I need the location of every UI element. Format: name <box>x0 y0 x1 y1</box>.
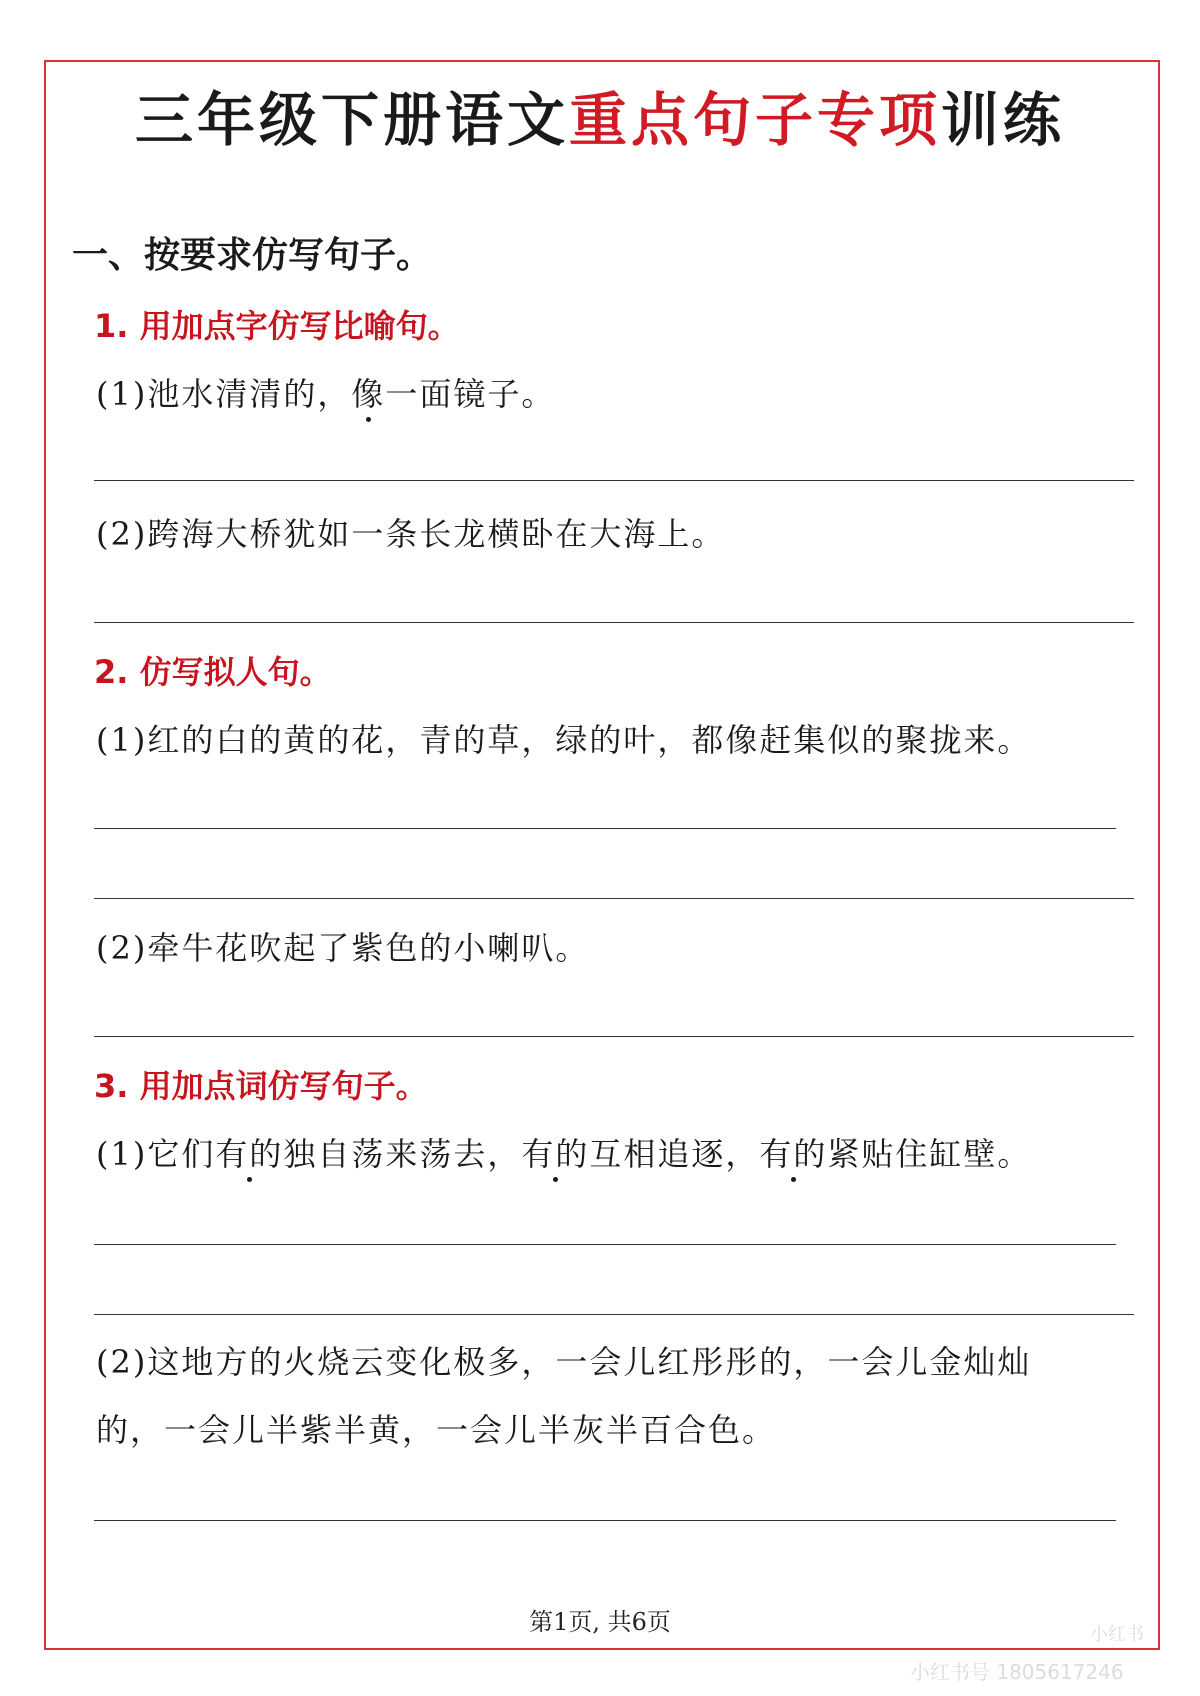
answer-line[interactable] <box>94 1244 1116 1245</box>
question-1-label: 1. 用加点字仿写比喻句。 <box>94 307 460 345</box>
title-prefix: 三年级下册语文 <box>134 86 569 154</box>
text-segment: (1)它们 <box>96 1135 216 1173</box>
dotted-word: 有的 <box>759 1132 827 1176</box>
question-1-item-2: (2)跨海大桥犹如一条长龙横卧在大海上。 <box>96 515 726 553</box>
question-1-item-1 <box>96 372 555 416</box>
text-segment: 独自荡来荡去， <box>283 1135 522 1173</box>
question-3-item-2-line-2: 的，一会儿半紫半黄，一会儿半灰半百合色。 <box>96 1411 777 1449</box>
answer-line[interactable] <box>94 828 1116 829</box>
dotted-char: 像 <box>351 372 385 416</box>
watermark-id: 小红书号 1805617246 <box>910 1660 1124 1684</box>
answer-line[interactable] <box>94 898 1134 899</box>
section-heading: 一、按要求仿写句子。 <box>72 235 433 276</box>
dotted-word: 有的 <box>521 1132 589 1176</box>
dotted-word: 有的 <box>215 1132 283 1176</box>
answer-line[interactable] <box>94 1036 1134 1037</box>
title-highlight: 重点句子专项 <box>568 86 941 154</box>
answer-line[interactable] <box>94 622 1134 623</box>
text-segment: 一面镜子。 <box>385 375 556 413</box>
question-3-item-1 <box>96 1132 1031 1176</box>
text-segment: (1)池水清清的， <box>96 375 352 413</box>
text-segment: 互相追逐， <box>589 1135 760 1173</box>
answer-line[interactable] <box>94 1314 1134 1315</box>
page-footer: 第1页, 共6页 <box>529 1608 671 1636</box>
question-2-item-2: (2)牵牛花吹起了紫色的小喇叭。 <box>96 929 590 967</box>
page-title <box>0 84 1200 156</box>
title-suffix: 训练 <box>941 86 1066 154</box>
answer-line[interactable] <box>94 1520 1116 1521</box>
question-3-label: 3. 用加点词仿写句子。 <box>94 1067 428 1105</box>
answer-line[interactable] <box>94 480 1134 481</box>
text-segment: 紧贴住缸壁。 <box>827 1135 1032 1173</box>
question-2-item-1: (1)红的白的黄的花，青的草，绿的叶，都像赶集似的聚拢来。 <box>96 721 1032 759</box>
question-3-item-2-line-1: (2)这地方的火烧云变化极多，一会儿红彤彤的，一会儿金灿灿 <box>96 1343 1032 1381</box>
watermark-logo: 小红书 <box>1090 1624 1144 1645</box>
question-2-label: 2. 仿写拟人句。 <box>94 653 332 691</box>
